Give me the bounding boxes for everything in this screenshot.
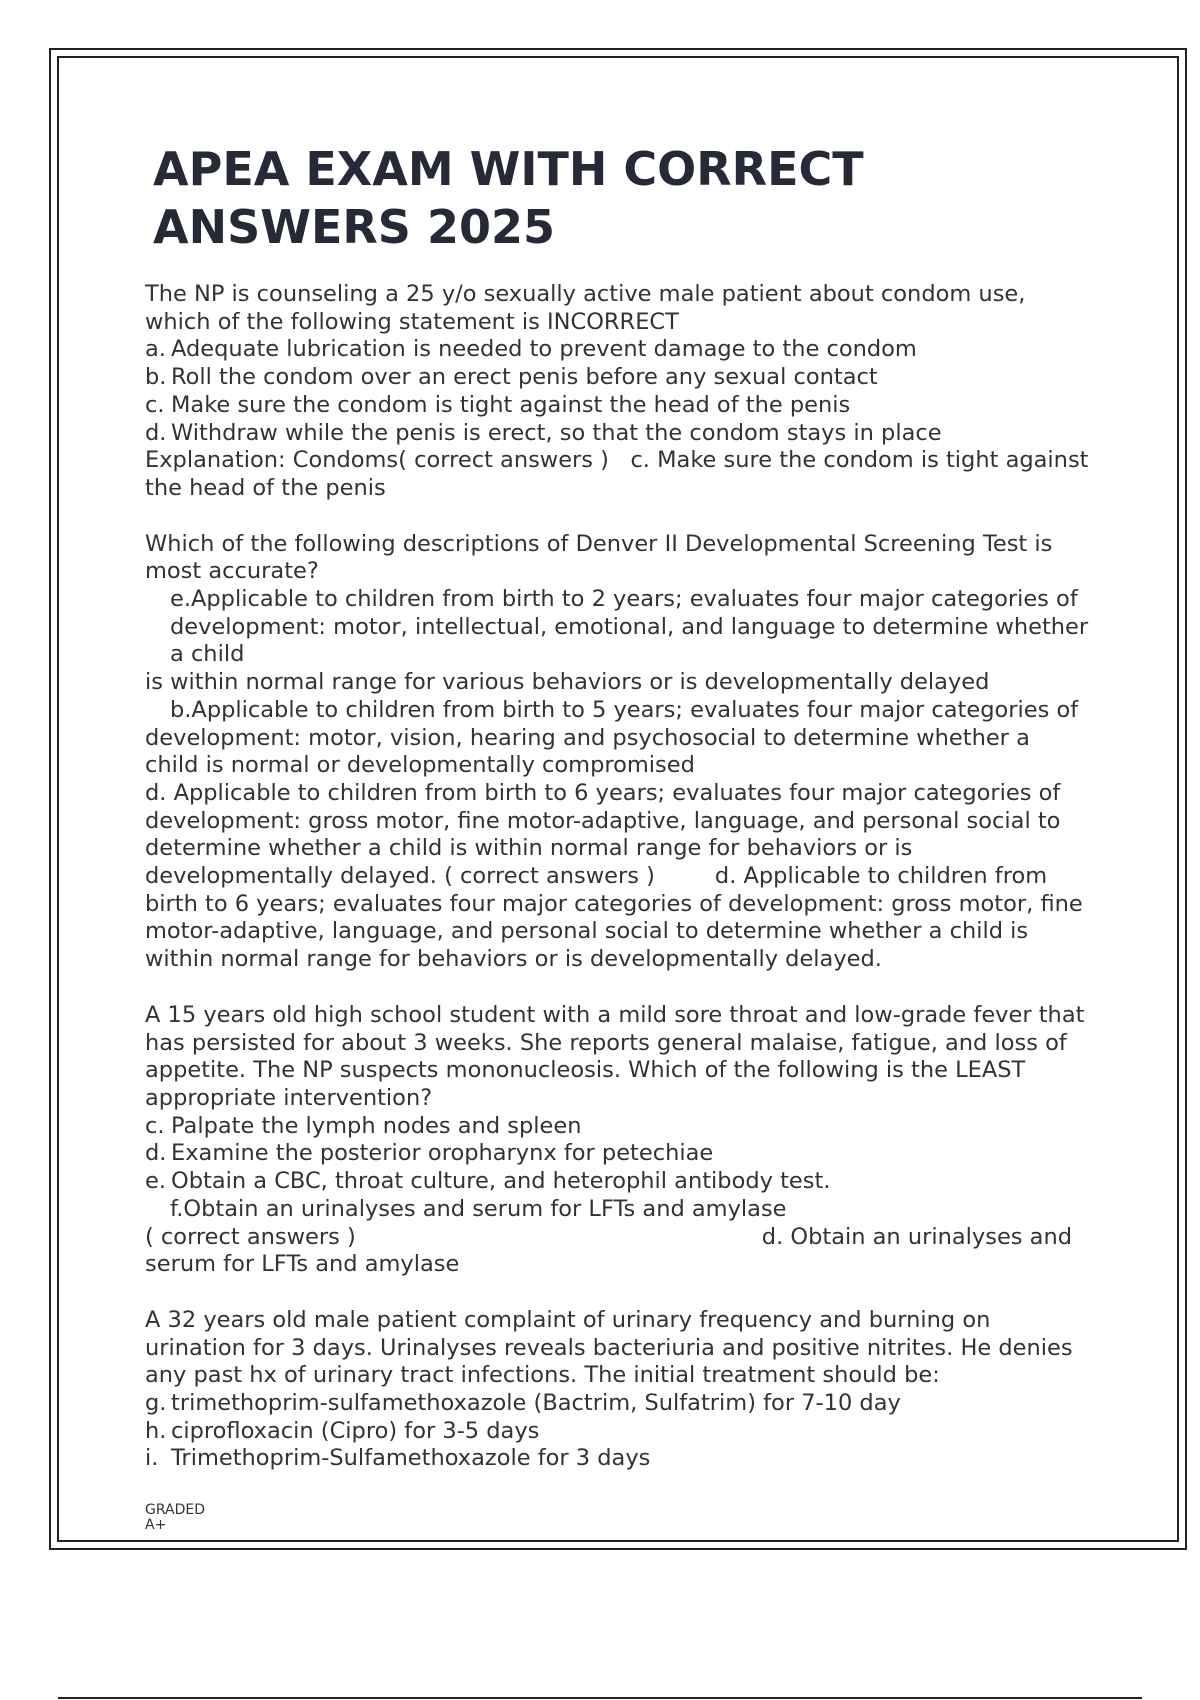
correct-answers-label: ( correct answers ) <box>145 1223 356 1250</box>
answer-line <box>145 1224 1090 1279</box>
option-c: c. Palpate the lymph nodes and spleen <box>145 1112 582 1139</box>
option-h: h. ciprofloxacin (Cipro) for 3-5 days <box>145 1417 540 1444</box>
answer-line <box>145 447 1090 502</box>
footer-divider <box>58 1697 1142 1699</box>
option-d: d. Withdraw while the penis is erect, so that the condom stays in place <box>145 419 942 446</box>
question-stem: A 15 years old high school student with a mild sore throat and low-grade fever that has persisted for about 3 weeks. She reports general malaise, fatigue, and loss of appetite. The NP suspects mononucleosis. Which of the following is the LEAST appropriate intervention? <box>145 1001 1085 1111</box>
question-stem: The NP is counseling a 25 y/o sexually active male patient about condom use, which of the following statement is INCORRECT <box>145 281 1026 335</box>
answer-text: c. Make sure the condom is tight against the head of the penis <box>145 447 1089 501</box>
question-4 <box>145 1307 1090 1473</box>
option-e: e. Obtain a CBC, throat culture, and heterophil antibody test. <box>145 1168 831 1195</box>
page-title: APEA EXAM WITH CORRECT ANSWERS 2025 <box>153 142 864 254</box>
question-stem: A 32 years old male patient complaint of urinary frequency and burning on urination for 3 days. Urinalyses reveals bacteriuria and positive nitrites. He denies any past hx of urinary tract infections. The initial treatment should be: <box>145 1306 1073 1389</box>
option-b: b. Roll the condom over an erect penis before any sexual contact <box>145 364 878 391</box>
option-d: d. Examine the posterior oropharynx for petechiae <box>145 1140 714 1167</box>
option-d: d. Applicable to children from birth to 6 years; evaluates four major categories of development: gross motor, fine motor-adaptive, language, and personal social to determine whether a child is within normal range for behaviors or is developmentally delayed. <box>145 779 1061 890</box>
question-2 <box>145 531 1090 974</box>
correct-answers-label: ( correct answers ) <box>398 447 609 474</box>
option-e-continued: is within normal range for various behaviors or is developmentally delayed <box>145 669 990 696</box>
option-b: b.Applicable to children from birth to 5 years; evaluates four major categories of development: motor, vision, hearing and psychosocial to determine whether a child is normal or developmentally compromised <box>145 696 1079 779</box>
document-body <box>145 281 1090 1473</box>
question-1 <box>145 281 1090 503</box>
option-f: f.Obtain an urinalyses and serum for LFTs and amylase <box>170 1195 787 1222</box>
explanation-label: Explanation: Condoms <box>145 447 399 474</box>
option-a: a. Adequate lubrication is needed to prevent damage to the condom <box>145 336 917 363</box>
option-c: c. Make sure the condom is tight against the head of the penis <box>145 391 851 418</box>
answer-text: d. Applicable to children from birth to 6 years; evaluates four major categories of development: gross motor, fine motor-adaptive, language, and personal social to determine whether a child is within normal range for behaviors or is developmentally delayed. <box>145 863 1083 973</box>
option-g: g. trimethoprim-sulfamethoxazole (Bactrim, Sulfatrim) for 7-10 day <box>145 1390 901 1417</box>
question-stem: Which of the following descriptions of Denver II Developmental Screening Test is most accurate? <box>145 530 1053 585</box>
correct-answers-label: ( correct answers ) <box>444 863 655 890</box>
question-3 <box>145 1002 1090 1279</box>
option-e: e.Applicable to children from birth to 2 years; evaluates four major categories of development: motor, intellectual, emotional, and language to determine whether a child <box>170 586 1089 668</box>
answer-text: d. Obtain an urinalyses and serum for LFTs and amylase <box>145 1223 1072 1278</box>
option-i: i. Trimethoprim-Sulfamethoxazole for 3 days <box>145 1445 651 1472</box>
graded-stamp: GRADED A+ <box>145 1502 205 1533</box>
